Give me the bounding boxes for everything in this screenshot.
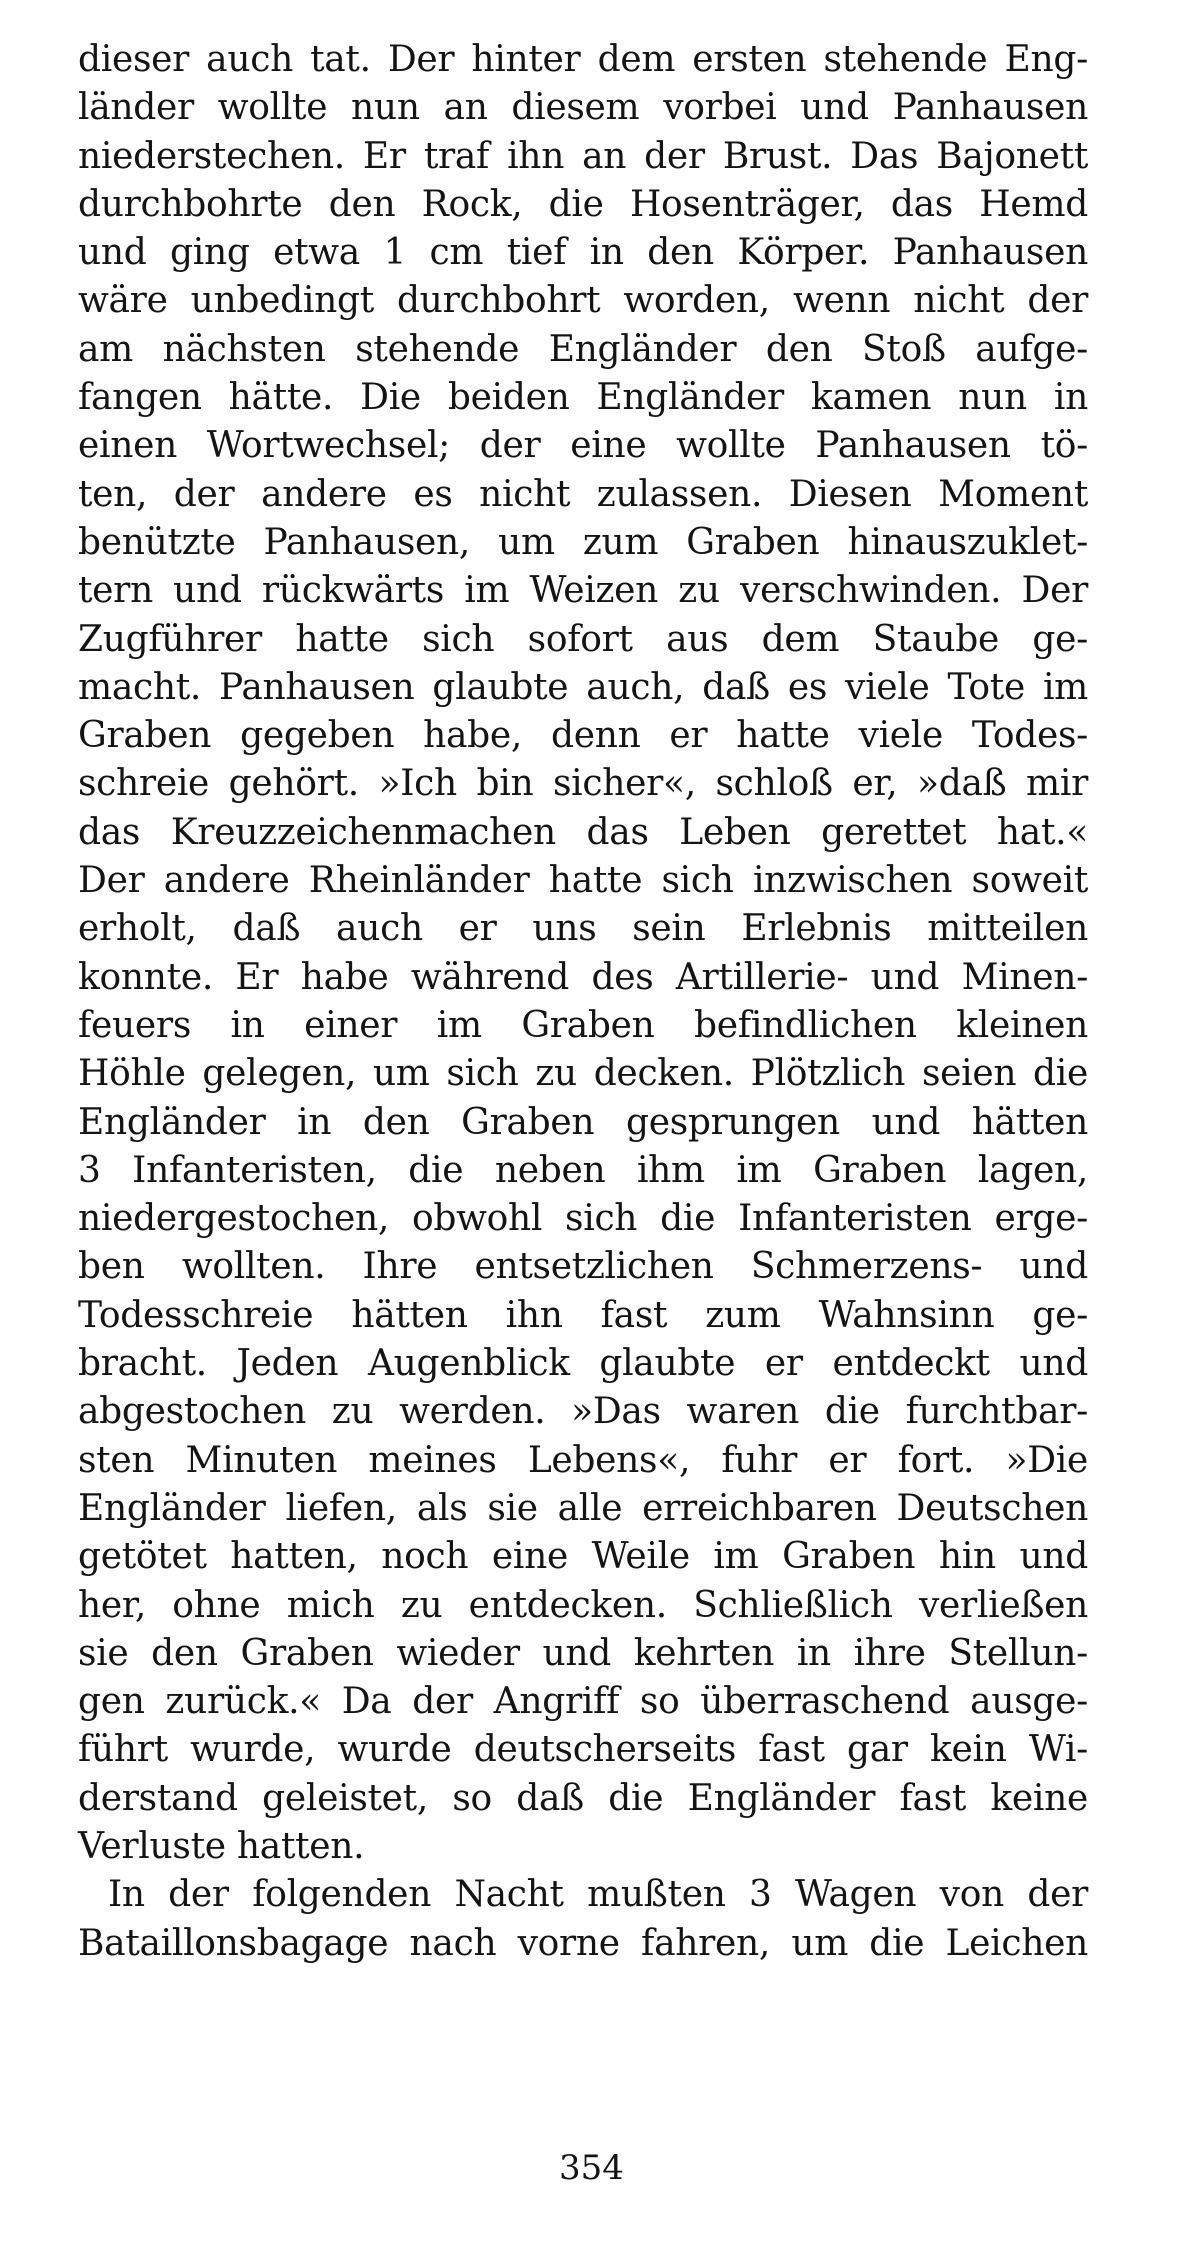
text-line: Bataillonsbagage nach vorne fahren, um die Leichen <box>78 1922 1088 1964</box>
text-line: Verluste hatten. <box>78 1825 365 1867</box>
text-line: bracht. Jeden Augenblick glaubte er entdeckt und <box>78 1343 1088 1385</box>
text-line: länder wollte nun an diesem vorbei und Panhausen <box>78 87 1088 129</box>
text-line: her, ohne mich zu entdecken. Schließlich verließen <box>78 1584 1088 1626</box>
text-line: sten Minuten meines Lebens«, fuhr er fort. »Die <box>78 1439 1088 1481</box>
text-line: benützte Panhausen, um zum Graben hinauszuklet- <box>78 521 1088 563</box>
text-line: ben wollten. Ihre entsetzlichen Schmerzens- und <box>78 1246 1088 1288</box>
text-line: Graben gegeben habe, denn er hatte viele Todes- <box>78 715 1088 757</box>
text-line: einen Wortwechsel; der eine wollte Panhausen tö- <box>78 425 1088 467</box>
body-text <box>78 36 1088 1968</box>
page-number: 354 <box>559 2148 624 2188</box>
text-line: dieser auch tat. Der hinter dem ersten stehende Eng- <box>78 39 1088 80</box>
text-line: schreie gehört. »Ich bin sicher«, schloß er, »daß mir <box>78 763 1088 805</box>
text-line: sie den Graben wieder und kehrten in ihre Stellun- <box>78 1632 1088 1674</box>
text-line: führt wurde, wurde deutscherseits fast gar kein Wi- <box>78 1729 1088 1771</box>
text-line: niederstechen. Er traf ihn an der Brust. Das Bajonett <box>78 135 1088 177</box>
text-line: das Kreuzzeichenmachen das Leben gerettet hat.« <box>78 811 1088 853</box>
text-line: niedergestochen, obwohl sich die Infanteristen erge- <box>78 1198 1088 1240</box>
text-line: Engländer liefen, als sie alle erreichbaren Deutschen <box>78 1487 1088 1529</box>
text-line: erholt, daß auch er uns sein Erlebnis mitteilen <box>78 908 1088 950</box>
text-line: Zugführer hatte sich sofort aus dem Staube ge- <box>78 618 1088 660</box>
text-line: macht. Panhausen glaubte auch, daß es viele Tote im <box>78 666 1088 708</box>
text-line: In der folgenden Nacht mußten 3 Wagen von der <box>108 1874 1088 1916</box>
text-line: feuers in einer im Graben befindlichen kleinen <box>78 1004 1088 1046</box>
text-line: durchbohrte den Rock, die Hosenträger, das Hemd <box>78 183 1088 225</box>
text-line: Engländer in den Graben gesprungen und hätten <box>78 1101 1088 1143</box>
text-line: am nächsten stehende Engländer den Stoß aufge- <box>78 328 1088 370</box>
text-line: konnte. Er habe während des Artillerie- und Minen- <box>78 956 1088 998</box>
text-line: abgestochen zu werden. »Das waren die furchtbar- <box>78 1391 1088 1433</box>
text-line: Höhle gelegen, um sich zu decken. Plötzlich seien die <box>78 1053 1088 1095</box>
text-line: wäre unbedingt durchbohrt worden, wenn nicht der <box>78 280 1088 322</box>
text-line: 3 Infanteristen, die neben ihm im Graben lagen, <box>78 1149 1088 1191</box>
text-line: fangen hätte. Die beiden Engländer kamen nun in <box>78 377 1088 419</box>
text-line: ten, der andere es nicht zulassen. Diesen Moment <box>78 473 1088 515</box>
text-line: Der andere Rheinländer hatte sich inzwischen soweit <box>78 860 1088 902</box>
text-line: derstand geleistet, so daß die Engländer fast keine <box>78 1777 1088 1819</box>
text-line: tern und rückwärts im Weizen zu verschwinden. Der <box>78 570 1088 612</box>
text-line: Todesschreie hätten ihn fast zum Wahnsinn ge- <box>78 1294 1088 1336</box>
text-line: und ging etwa 1 cm tief in den Körper. Panhausen <box>78 232 1088 274</box>
text-line: getötet hatten, noch eine Weile im Graben hin und <box>78 1536 1088 1578</box>
text-line: gen zurück.« Da der Angriff so überraschend ausge- <box>78 1681 1088 1723</box>
